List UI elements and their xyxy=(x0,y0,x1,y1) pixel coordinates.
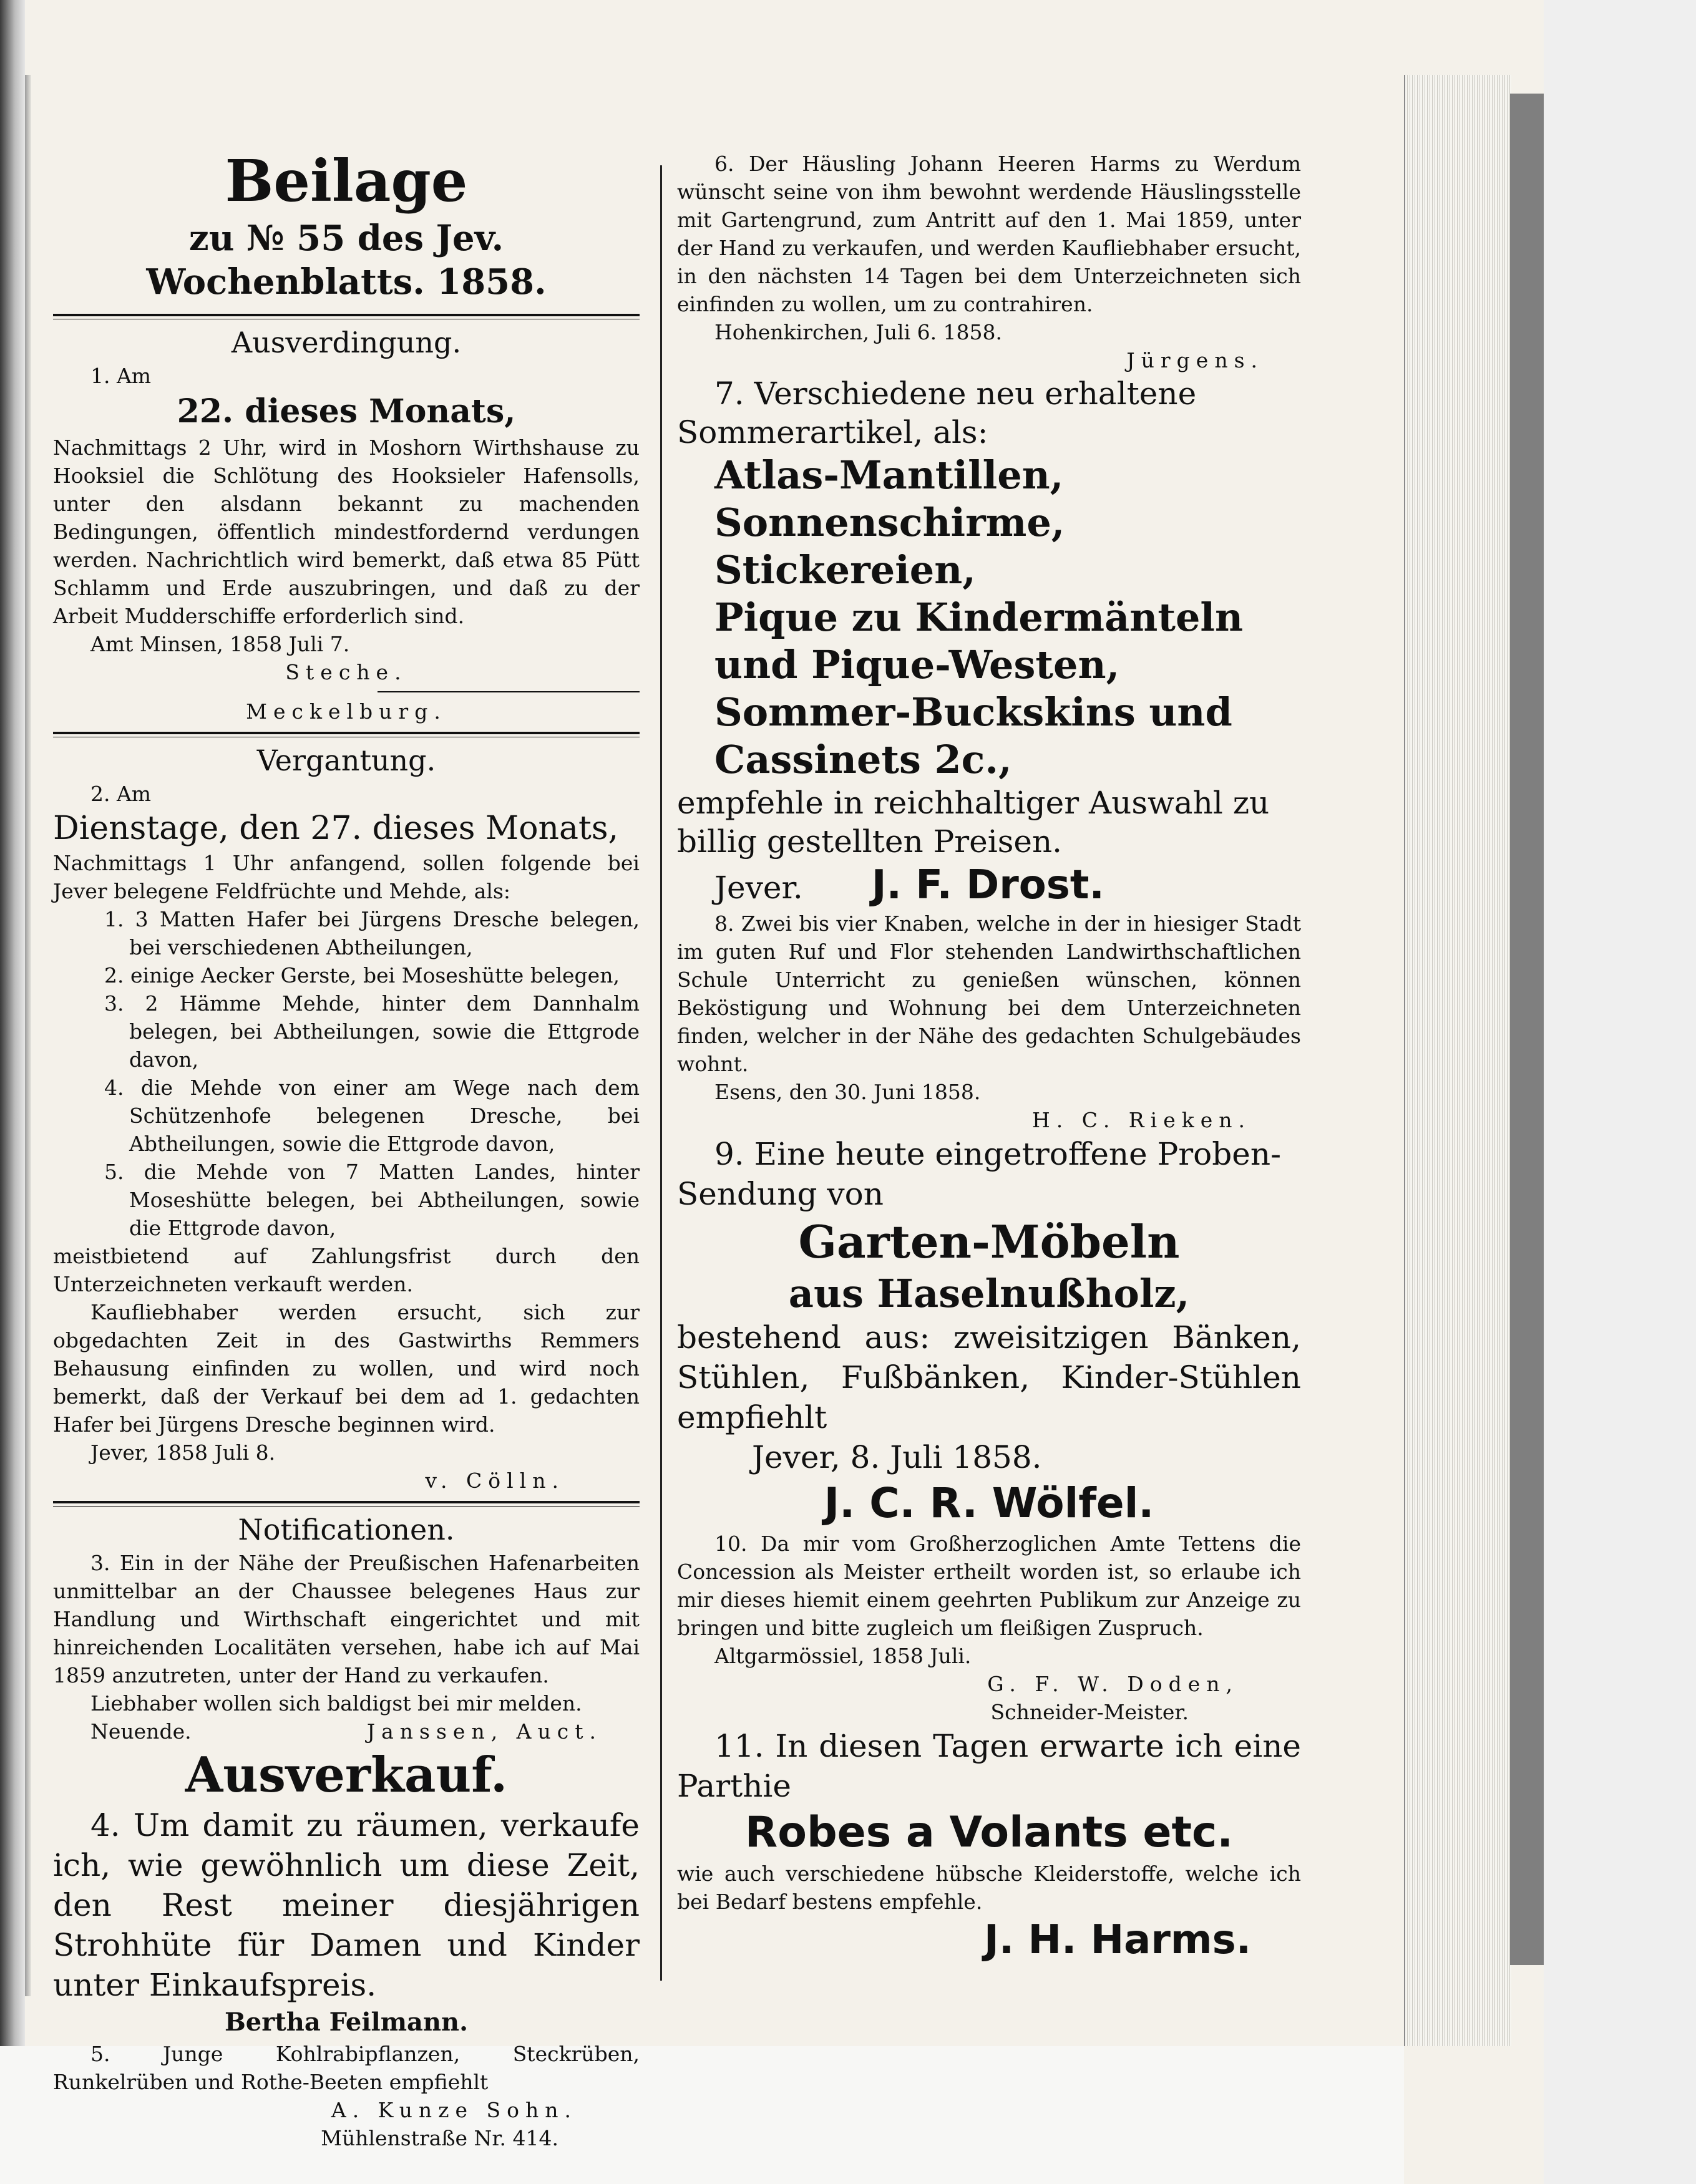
ad-tail: empfehle in reichhaltiger Auswahl zu xyxy=(677,785,1270,821)
notice-date: 22. dieses Monats, xyxy=(177,392,516,430)
notice-signature: H. C. Rieken. xyxy=(1031,1108,1251,1132)
ad-gartenmoebel xyxy=(677,1134,1301,1530)
list-item: 4. die Mehde von einer am Wege nach dem Schützenhofe belegenen Dresche, bei Abtheilungen, sowie die Ettgrode davon, xyxy=(104,1075,640,1156)
ad-tail: billig gestellten Preisen. xyxy=(677,823,1063,860)
notice-signature: Steche. xyxy=(285,660,407,684)
notice-address: Mühlenstraße Nr. 414. xyxy=(321,2126,558,2150)
book-edge-left xyxy=(0,0,25,2184)
ad-lead: Sommerartikel, als: xyxy=(677,414,988,450)
ad-body: bestehend aus: zweisitzigen Bänken, Stühlen, Fußbänken, Kinder-Stühlen empfiehlt xyxy=(677,1319,1301,1435)
ad-item: Sonnenschirme, xyxy=(714,500,1065,545)
column-divider xyxy=(660,165,662,1981)
ad-lead: 9. Eine heute eingetroffene Proben-Sendung von xyxy=(677,1136,1281,1212)
notice-place: Neuende. xyxy=(90,1719,192,1744)
notice-place-date: Amt Minsen, 1858 Juli 7. xyxy=(90,632,350,656)
divider xyxy=(53,732,640,737)
notice-body: Liebhaber wollen sich baldigst bei mir melden. xyxy=(90,1691,582,1716)
notice-body: 8. Zwei bis vier Knaben, welche in der in hiesiger Stadt im guten Ruf und Flor stehenden Landwirthschaftlichen Schule Unterricht zu genießen wünschen, können Beköstigung und Wohnung bei dem Unterzeichneten finden, welcher in der Nähe des gedachten Schulgebäudes wohnt. xyxy=(677,911,1301,1076)
notice-date: Dienstage, den 27. dieses Monats, xyxy=(53,810,619,847)
notice-body: 10. Da mir vom Großherzoglichen Amte Tettens die Concession als Meister ertheilt worden ist, so erlaube ich mir dieses hiemit einem geehrten Publikum zur Anzeige zu bringen und bitte zugleich um fleißigen Zuspruch. xyxy=(677,1531,1301,1640)
background-right xyxy=(1544,0,1696,2184)
notice-doden xyxy=(677,1530,1301,1726)
ad-lead: 11. In diesen Tagen erwarte ich eine Parthie xyxy=(677,1728,1301,1804)
notice-signature: G. F. W. Doden, xyxy=(987,1672,1239,1696)
notice-haeusling xyxy=(677,150,1301,374)
notice-body: 3. Ein in der Nähe der Preußischen Hafenarbeiten unmittelbar an der Chaussee belegenes Haus zur Handlung und Wirthschaft eingerichtet und mit hinreichenden Localitäten versehen, habe ich auf Mai 1859 anzutreten, unter der Hand zu verkaufen. xyxy=(53,1551,640,1687)
notice-body: Nachmittags 2 Uhr, wird in Moshorn Wirthshause zu Hooksiel die Schlötung des Hooksieler Hafensolls, unter den alsdann bekannt zu machenden Bedingungen, öffentlich mindestfordernd verdungen werden. Nachrichtlich wird bemerkt, daß etwa 85 Pütt Schlamm und Erde auszubringen, und daß zu der Arbeit Mudderschiffe erforderlich sind. xyxy=(53,435,640,628)
ad-body: wie auch verschiedene hübsche Kleiderstoffe, welche ich bei Bedarf bestens empfehle. xyxy=(677,1861,1301,1914)
divider xyxy=(53,1501,640,1507)
right-column xyxy=(677,150,1301,1964)
ad-item: Stickereien, xyxy=(714,547,976,593)
section-heading: Vergantung. xyxy=(256,744,436,777)
notice-signature: Jürgens. xyxy=(1126,348,1264,372)
notice-signature: Janssen, Auct. xyxy=(366,1719,602,1744)
notice-body: 6. Der Häusling Johann Heeren Harms zu Werdum wünscht seine von ihm bewohnt werdende Häuslingsstelle mit Gartengrund, zum Antritt auf den 1. Mai 1859, unter der Hand zu verkaufen, und werden Kaufliebhaber ersucht, in den nächsten 14 Tagen bei dem Unterzeichneten sich einfinden zu wollen, um zu contrahiren. xyxy=(677,152,1301,316)
book-page-block xyxy=(1404,75,1511,2046)
notice-notificationen xyxy=(53,1510,640,1745)
ad-signature: J. C. R. Wölfel. xyxy=(824,1479,1154,1527)
list-item: 1. 3 Matten Hafer bei Jürgens Dresche belegen, bei verschiedenen Abtheilungen, xyxy=(104,907,640,959)
left-column xyxy=(53,147,640,2152)
notice-ausverkauf xyxy=(53,1745,640,2040)
ad-signature: J. H. Harms. xyxy=(984,1917,1251,1963)
ad-item: und Pique-Westen, xyxy=(714,642,1120,687)
notice-ausverdingung xyxy=(53,323,640,726)
page-subtitle: zu № 55 des Jev. Wochenblatts. 1858. xyxy=(146,218,547,303)
section-heading: Ausverkauf. xyxy=(185,1747,508,1803)
notice-footer: Meckelburg. xyxy=(246,699,447,724)
ad-place-date: Jever, 8. Juli 1858. xyxy=(752,1439,1042,1475)
ad-robes xyxy=(677,1726,1301,1964)
notice-place-date: Hohenkirchen, Juli 6. 1858. xyxy=(714,320,1003,344)
notice-signature: v. Cölln. xyxy=(425,1468,565,1493)
ad-title: aus Haselnußholz, xyxy=(788,1271,1190,1316)
notice-body: Kaufliebhaber werden ersucht, sich zur obgedachten Zeit in des Gastwirths Remmers Behausung einfinden zu wollen, und wird noch bemerkt, daß der Verkauf bei dem ad 1. gedachten Hafer bei Jürgens Dresche beginnen wird. xyxy=(53,1300,640,1437)
book-binding xyxy=(1510,94,1544,1965)
divider xyxy=(378,691,640,692)
ad-lead: 7. Verschiedene neu erhaltene xyxy=(714,376,1197,412)
notice-body: meistbietend auf Zahlungsfrist durch den Unterzeichneten verkauft werden. xyxy=(53,1244,640,1296)
page-gutter xyxy=(25,75,31,1996)
list-item: 3. 2 Hämme Mehde, hinter dem Dannhalm belegen, bei Abtheilungen, sowie die Ettgrode davon, xyxy=(104,991,640,1072)
notice-body: 4. Um damit zu räumen, verkaufe ich, wie gewöhnlich um diese Zeit, den Rest meiner diesjährigen Strohhüte für Damen und Kinder unter Einkaufspreis. xyxy=(53,1807,640,2003)
notice-number: 1. Am xyxy=(90,364,152,388)
ad-title: Robes a Volants etc. xyxy=(744,1808,1234,1857)
ad-sommerartikel xyxy=(677,374,1301,910)
notice-number: 2. Am xyxy=(90,782,152,806)
ad-title: Garten-Möbeln xyxy=(798,1215,1180,1268)
notice-intro: Nachmittags 1 Uhr anfangend, sollen folgende bei Jever belegene Feldfrüchte und Mehde, als: xyxy=(53,851,640,903)
ad-item: Pique zu Kindermänteln xyxy=(714,595,1244,640)
ad-item: Sommer-Buckskins und xyxy=(714,689,1232,735)
ad-signature-row xyxy=(677,861,1301,910)
list-item: 5. die Mehde von 7 Matten Landes, hinter Moseshütte belegen, bei Abtheilungen, sowie die Ettgrode davon, xyxy=(104,1160,640,1240)
notice-signature: Bertha Feilmann. xyxy=(224,2007,469,2037)
notice-body: 5. Junge Kohlrabipflanzen, Steckrüben, Runkelrüben und Rothe-Beeten empfiehlt xyxy=(53,2042,640,2094)
notice-vergantung xyxy=(53,741,640,1495)
section-heading: Ausverdingung. xyxy=(231,326,462,359)
notice-kohlrabi xyxy=(53,2040,640,2152)
page-title: Beilage xyxy=(225,147,468,215)
ad-signature: J. F. Drost. xyxy=(871,862,1104,908)
notice-place-date: Esens, den 30. Juni 1858. xyxy=(714,1080,981,1104)
ad-item: Atlas-Mantillen, xyxy=(714,452,1064,498)
notice-place-date: Jever, 1858 Juli 8. xyxy=(90,1440,276,1465)
ad-place: Jever. xyxy=(714,870,803,906)
list-item: 2. einige Aecker Gerste, bei Moseshütte belegen, xyxy=(104,963,620,988)
notice-signature-title: Schneider-Meister. xyxy=(990,1700,1189,1724)
notice-knaben xyxy=(677,910,1301,1134)
section-heading: Notificationen. xyxy=(238,1513,455,1546)
notice-signature: A. Kunze Sohn. xyxy=(331,2098,577,2122)
divider xyxy=(53,314,640,319)
ad-item: Cassinets 2c., xyxy=(714,737,1012,782)
notice-place-date: Altgarmössiel, 1858 Juli. xyxy=(714,1644,972,1668)
